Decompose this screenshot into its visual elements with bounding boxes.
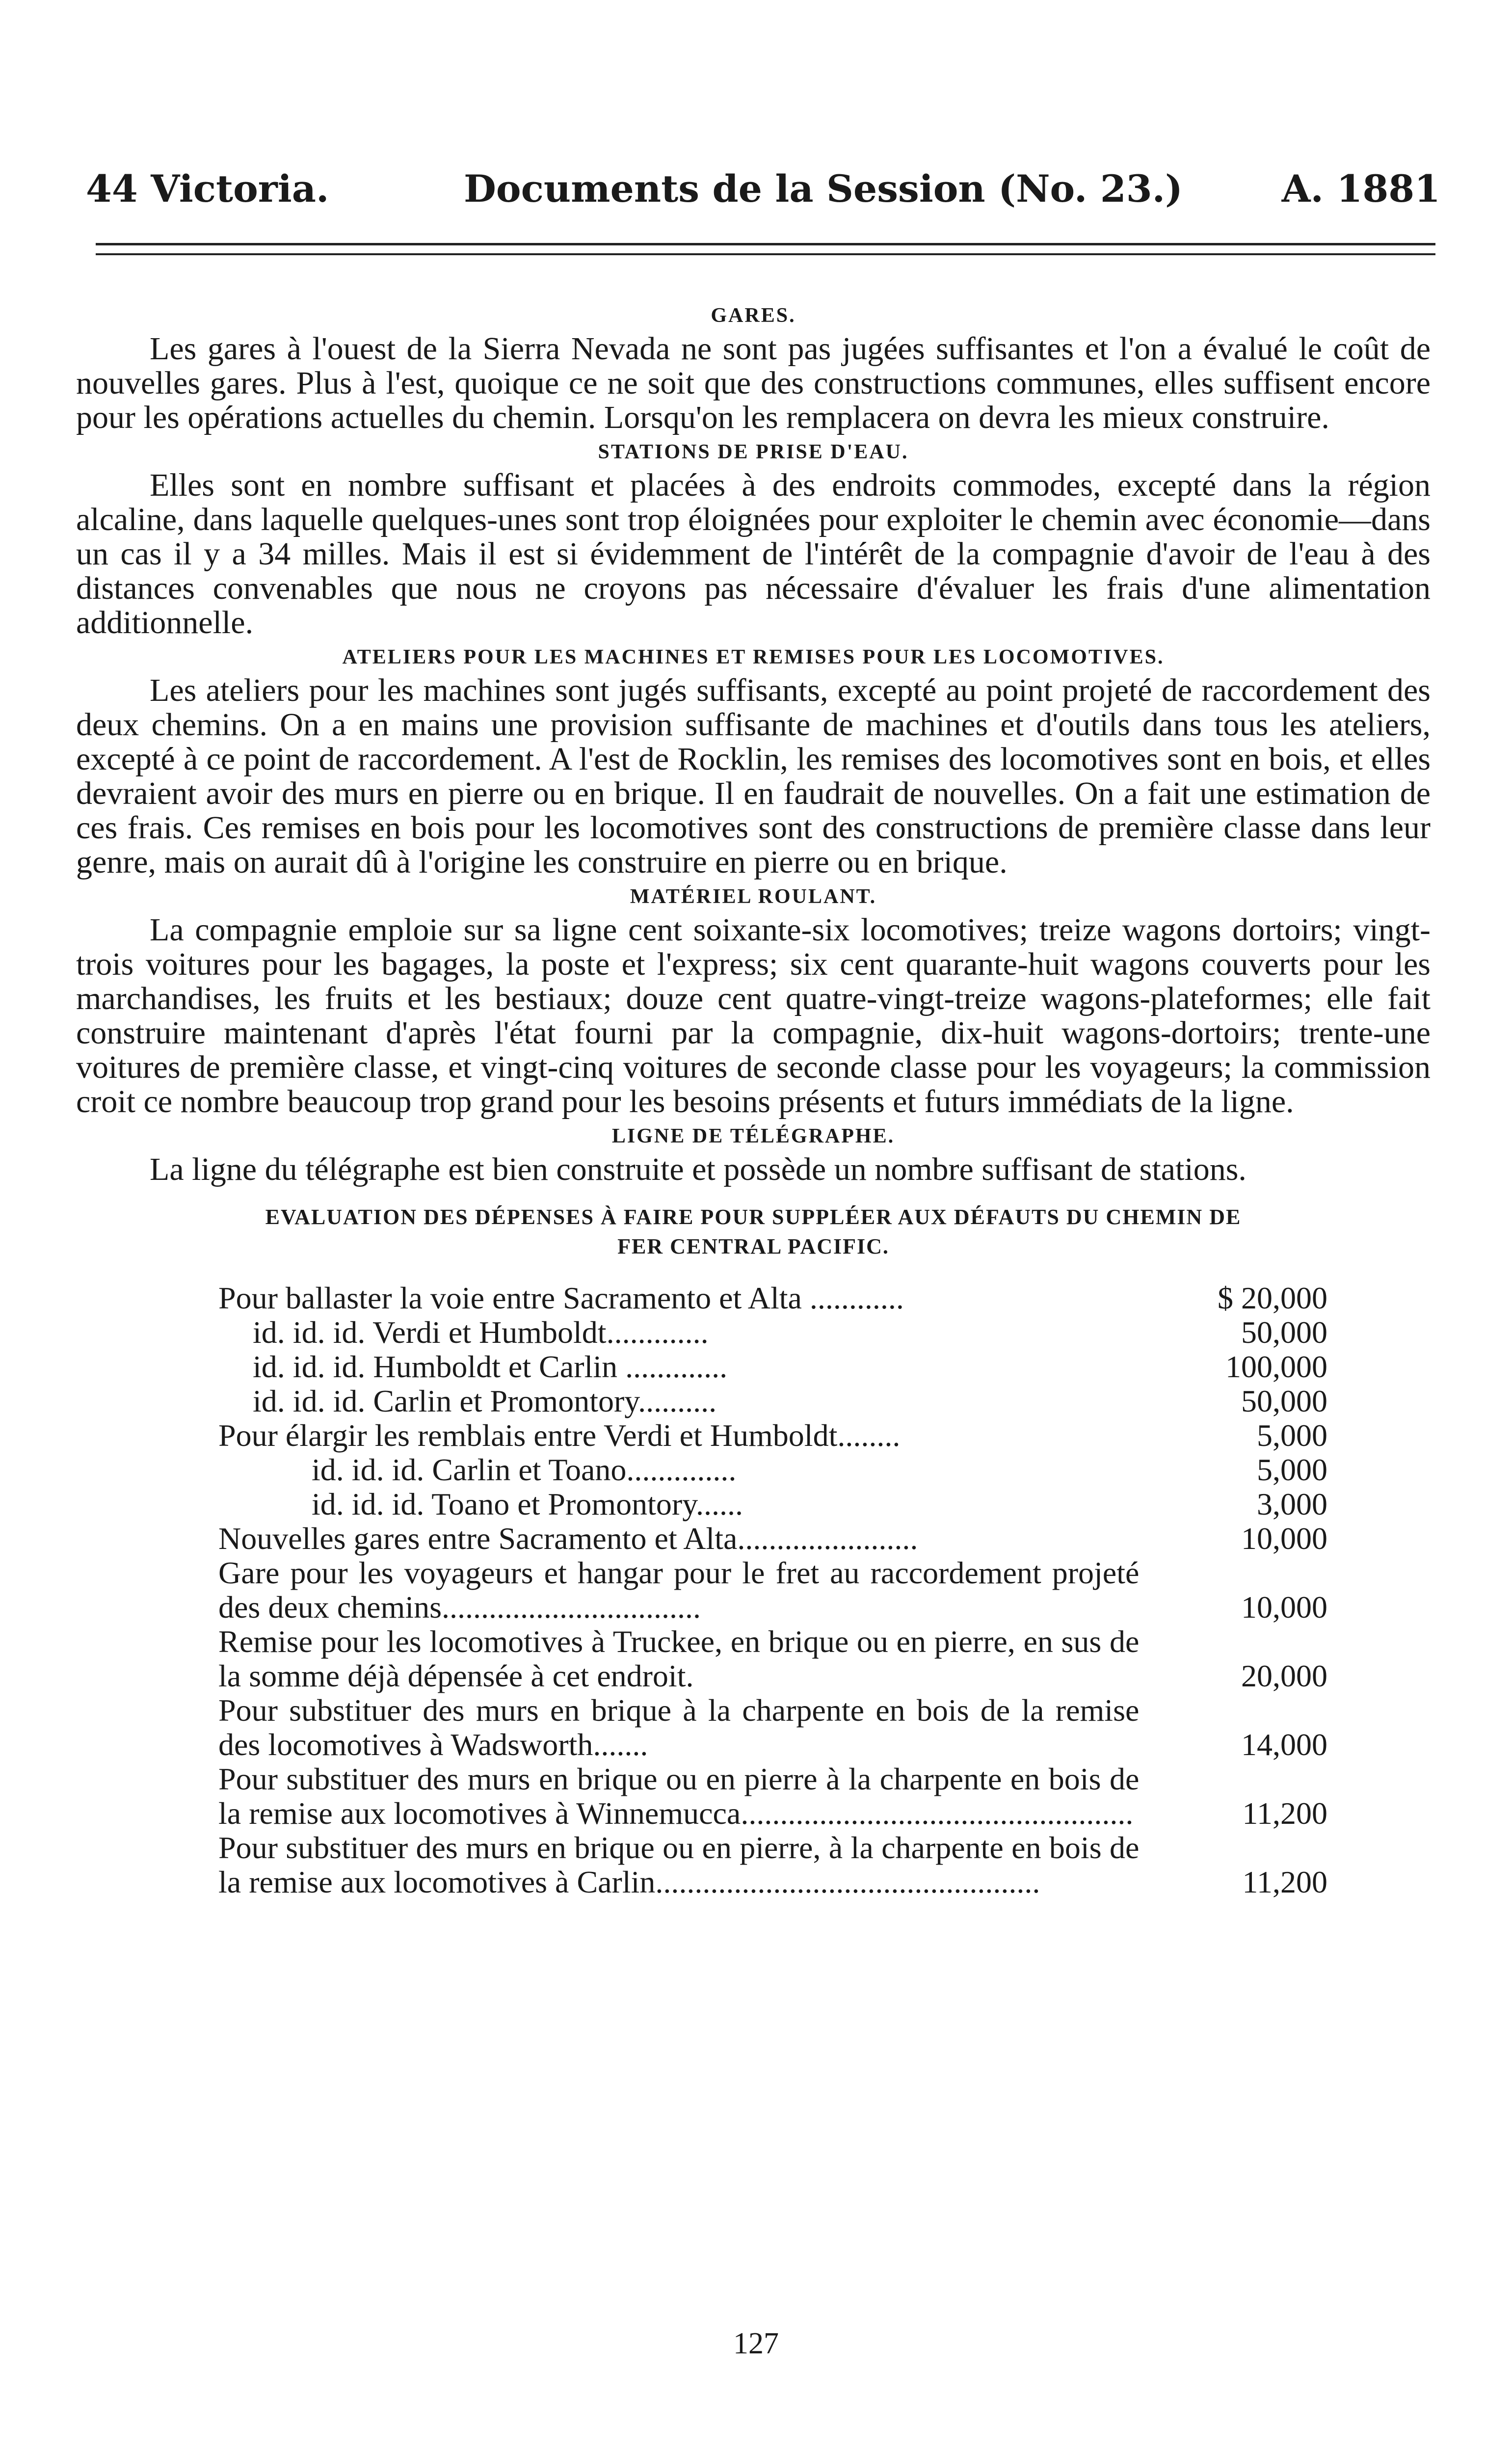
section-paragraph-gares: Les gares à l'ouest de la Sierra Nevada ne sont pas jugées suffisantes et l'on a évalué le coût de nouvelles gares. Plus à l'est, quoique ce ne soit que des constructions communes, elles suffisent encore pour les opérations actuelles du chemin. Lorsqu'on les remplacera on devra les mieux construire. (76, 331, 1431, 435)
expense-amount: 3,000 (1257, 1487, 1327, 1521)
expense-description: Pour substituer des murs en brique ou en pierre à la charpente en bois de la remise aux locomotives à Winnemucca.................................................. (218, 1761, 1140, 1831)
expense-description: Nouvelles gares entre Sacramento et Alta....................... (218, 1521, 918, 1556)
table-row (218, 1521, 1327, 1556)
expense-amount: 11,200 (1242, 1796, 1327, 1831)
evaluation-heading-line1: EVALUATION DES DÉPENSES À FAIRE POUR SUPPLÉER AUX DÉFAUTS DU CHEMIN DE (265, 1205, 1242, 1229)
expense-description: Pour substituer des murs en brique à la charpente en bois de la remise des locomotives à Wadsworth....... (218, 1693, 1140, 1762)
section-paragraph-stations: Elles sont en nombre suffisant et placées à des endroits commodes, excepté dans la région alcaline, dans laquelle quelques-unes sont trop éloignées pour exploiter le chemin avec économie—dans un cas il y a 34 milles. Mais il est si évidemment de l'intérêt de la compagnie d'avoir de l'eau à des distances convenables que nous ne croyons pas nécessaire d'évaluer les frais d'une alimentation additionnelle. (76, 467, 1431, 640)
header-title: Documents de la Session (No. 23.) (464, 167, 1183, 211)
section-heading-stations: STATIONS DE PRISE D'EAU. (598, 441, 909, 463)
running-header (86, 167, 1440, 216)
section-paragraph-materiel: La compagnie emploie sur sa ligne cent soixante-six locomotives; treize wagons dortoirs; vingt-trois voitures pour les bagages, la poste et l'express; six cent quarante-huit wagons couverts pour les marchandises, les fruits et les bestiaux; douze cent quatre-vingt-treize wagons-plateformes; elle fait construire maintenant d'après l'état fourni par la compagnie, dix-huit wagons-dortoirs; trente-une voitures de première classe, et vingt-cinq voitures de seconde classe pour les voyageurs; la commission croit ce nombre beaucoup trop grand pour les besoins présents et futurs immédiats de la ligne. (76, 912, 1431, 1120)
table-row (218, 1762, 1327, 1831)
expense-amount: 50,000 (1241, 1315, 1327, 1350)
header-volume: 44 Victoria. (86, 167, 329, 211)
section-heading-telegraphe: LIGNE DE TÉLÉGRAPHE. (611, 1125, 895, 1147)
table-row (218, 1453, 1327, 1487)
table-row (218, 1487, 1327, 1521)
table-row (218, 1315, 1327, 1350)
expense-amount: 14,000 (1241, 1727, 1327, 1762)
expense-description: Pour ballaster la voie entre Sacramento et Alta ............ (218, 1280, 904, 1315)
header-rule-top (96, 243, 1435, 245)
expense-description: Pour élargir les remblais entre Verdi et Humboldt........ (218, 1418, 901, 1453)
page-number: 127 (733, 2327, 779, 2360)
table-row (218, 1281, 1327, 1315)
section-paragraph-telegraphe: La ligne du télégraphe est bien construite et possède un nombre suffisant de stations. (150, 1151, 1247, 1187)
section-heading-gares: GARES. (711, 304, 796, 327)
table-row (218, 1418, 1327, 1453)
table-row (218, 1556, 1327, 1625)
table-row (218, 1384, 1327, 1418)
evaluation-heading-line2: FER CENTRAL PACIFIC. (617, 1234, 889, 1258)
header-year: A. 1881 (1281, 167, 1440, 211)
expense-description: id. id. id. Carlin et Toano.............. (312, 1452, 737, 1487)
page-body (76, 299, 1431, 1899)
expense-description: id. id. id. Toano et Promontory...... (312, 1487, 743, 1521)
expense-amount: 10,000 (1241, 1521, 1327, 1556)
evaluation-heading (76, 1202, 1431, 1261)
section-heading-materiel: MATÉRIEL ROULANT. (630, 885, 877, 908)
section-paragraph-ateliers: Les ateliers pour les machines sont jugés suffisants, excepté au point projeté de raccordement des deux chemins. On a en mains une provision suffisante de machines et d'outils dans tous les ateliers, excepté à ce point de raccordement. A l'est de Rocklin, les remises des locomotives sont en bois, et elles devraient avoir des murs en pierre ou en brique. Il en faudrait de nouvelles. On a fait une estimation de ces frais. Ces remises en bois pour les locomotives sont des constructions de première classe dans leur genre, mais on aurait dû à l'origine les construire en pierre ou en brique. (76, 672, 1431, 880)
expense-description: id. id. id. Verdi et Humboldt............. (253, 1315, 709, 1350)
table-row (218, 1693, 1327, 1762)
expense-description: Gare pour les voyageurs et hangar pour le fret au raccordement projeté des deux chemins................................. (218, 1555, 1140, 1625)
table-row (218, 1625, 1327, 1693)
expense-amount: 5,000 (1257, 1452, 1327, 1487)
header-rule-bottom (96, 253, 1435, 255)
expense-amount: 5,000 (1257, 1418, 1327, 1453)
expense-description: id. id. id. Humboldt et Carlin ............. (253, 1349, 728, 1384)
section-heading-ateliers: ATELIERS POUR LES MACHINES ET REMISES POUR LES LOCOMOTIVES. (342, 646, 1165, 668)
expense-amount: 50,000 (1241, 1384, 1327, 1418)
expense-table (218, 1281, 1327, 1899)
expense-amount: 11,200 (1242, 1865, 1327, 1899)
expense-description: id. id. id. Carlin et Promontory.......... (253, 1384, 717, 1418)
expense-amount: $ 20,000 (1218, 1280, 1327, 1315)
table-row (218, 1350, 1327, 1384)
expense-description: Remise pour les locomotives à Truckee, en brique ou en pierre, en sus de la somme déjà dépensée à cet endroit. (218, 1624, 1140, 1693)
expense-amount: 10,000 (1241, 1590, 1327, 1625)
expense-description: Pour substituer des murs en brique ou en pierre, à la charpente en bois de la remise aux locomotives à Carlin................................................. (218, 1830, 1140, 1899)
table-row (218, 1831, 1327, 1899)
expense-amount: 20,000 (1241, 1658, 1327, 1693)
expense-amount: 100,000 (1225, 1349, 1327, 1384)
